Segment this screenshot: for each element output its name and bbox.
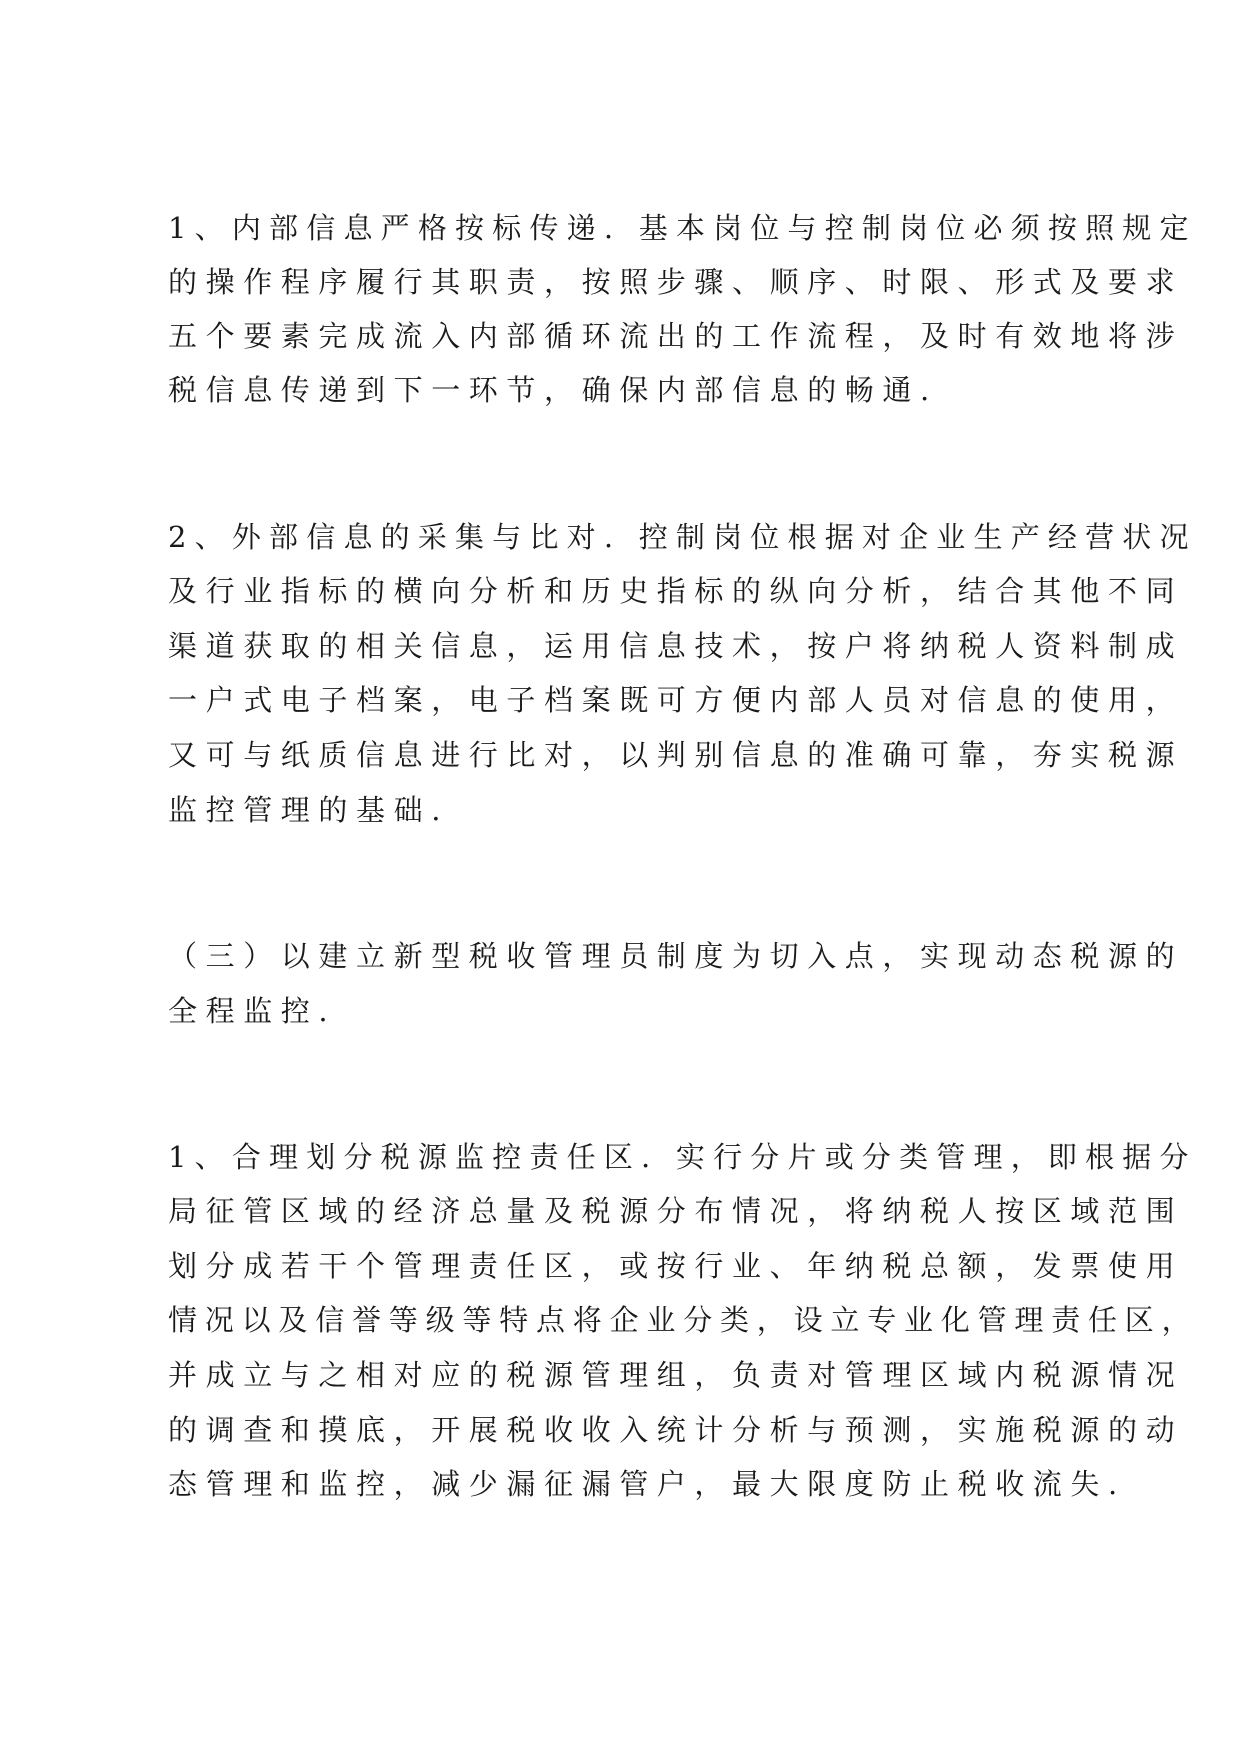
text-line: 1、内部信息严格按标传递. 基本岗位与控制岗位必须按照规定 xyxy=(168,211,1197,245)
text-line: 2、外部信息的采集与比对. 控制岗位根据对企业生产经营状况 xyxy=(168,520,1197,554)
text-line: （三）以建立新型税收管理员制度为切入点，实现动态税源的 xyxy=(168,939,1184,973)
text-line: 监控管理的基础. xyxy=(168,793,450,827)
text-line: 态管理和监控，减少漏征漏管户，最大限度防止税收流失. xyxy=(168,1467,1126,1501)
text-line: 情况以及信誉等级等特点将企业分类，设立专业化管理责任区， xyxy=(168,1303,1199,1337)
text-line: 并成立与之相对应的税源管理组，负责对管理区域内税源情况 xyxy=(168,1358,1184,1392)
text-line: 的调查和摸底，开展税收收入统计分析与预测，实施税源的动 xyxy=(168,1413,1184,1447)
text-line: 一户式电子档案，电子档案既可方便内部人员对信息的使用， xyxy=(168,683,1184,717)
text-line: 划分成若干个管理责任区，或按行业、年纳税总额，发票使用 xyxy=(168,1249,1184,1283)
text-line: 1、合理划分税源监控责任区. 实行分片或分类管理，即根据分 xyxy=(168,1140,1197,1174)
text-line: 全程监控. xyxy=(168,994,337,1028)
text-line: 局征管区域的经济总量及税源分布情况，将纳税人按区域范围 xyxy=(168,1194,1184,1228)
text-line: 税信息传递到下一环节，确保内部信息的畅通. xyxy=(168,373,938,407)
text-line: 渠道获取的相关信息，运用信息技术，按户将纳税人资料制成 xyxy=(168,629,1184,663)
text-line: 的操作程序履行其职责，按照步骤、顺序、时限、形式及要求 xyxy=(168,265,1184,299)
text-line: 及行业指标的横向分析和历史指标的纵向分析，结合其他不同 xyxy=(168,574,1184,608)
text-line: 又可与纸质信息进行比对，以判别信息的准确可靠，夯实税源 xyxy=(168,738,1184,772)
text-line: 五个要素完成流入内部循环流出的工作流程，及时有效地将涉 xyxy=(168,319,1184,353)
